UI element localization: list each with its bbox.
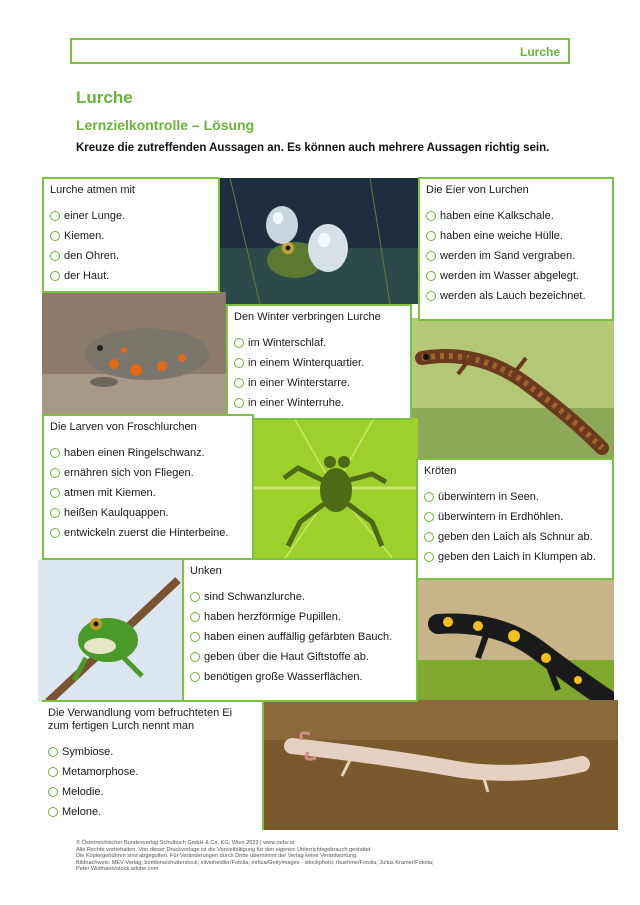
checkbox-circle-icon[interactable]: [424, 552, 434, 562]
answer-option[interactable]: in einer Winterruhe.: [234, 393, 404, 413]
newt-photo: [392, 318, 614, 458]
checkbox-circle-icon[interactable]: [234, 358, 244, 368]
question-title: Unken: [190, 565, 222, 577]
checkbox-circle-icon[interactable]: [50, 468, 60, 478]
checkbox-circle-icon[interactable]: [190, 632, 200, 642]
question-title: Die Verwandlung vom befruchteten Ei zum fertigen Lurch nennt man: [48, 707, 233, 732]
checkbox-circle-icon[interactable]: [50, 448, 60, 458]
checkbox-circle-icon[interactable]: [190, 652, 200, 662]
answer-option[interactable]: den Ohren.: [50, 246, 212, 266]
frog-silhouette-on-leaf-photo: [254, 418, 418, 560]
fire-salamander-photo: [418, 580, 614, 720]
checkbox-circle-icon[interactable]: [50, 508, 60, 518]
answer-option[interactable]: haben einen auffällig gefärbten Bauch.: [190, 627, 410, 647]
answer-option[interactable]: geben über die Haut Giftstoffe ab.: [190, 647, 410, 667]
answer-option[interactable]: geben den Laich als Schnur ab.: [424, 527, 606, 547]
footer-credits: [76, 840, 606, 873]
question-title: Den Winter verbringen Lurche: [234, 311, 381, 323]
answer-option[interactable]: heißen Kaulquappen.: [50, 503, 246, 523]
question-metamorphosis: [42, 700, 264, 830]
tree-frog-photo: [38, 560, 183, 702]
answer-option[interactable]: werden im Wasser abgelegt.: [426, 266, 606, 286]
instruction-text: Kreuze die zutreffenden Aussagen an. Es können auch mehrere Aussagen richtig sein.: [76, 142, 550, 154]
checkbox-circle-icon[interactable]: [50, 211, 60, 221]
question-larvae: [42, 414, 254, 560]
question-breathing: [42, 177, 220, 293]
checkbox-circle-icon[interactable]: [426, 211, 436, 221]
answer-option[interactable]: in einem Winterquartier.: [234, 353, 404, 373]
answer-option[interactable]: überwintern in Erdhöhlen.: [424, 507, 606, 527]
answer-option[interactable]: ernähren sich von Fliegen.: [50, 463, 246, 483]
question-title: Lurche atmen mit: [50, 184, 135, 196]
checkbox-circle-icon[interactable]: [190, 612, 200, 622]
checkbox-circle-icon[interactable]: [50, 488, 60, 498]
answer-option[interactable]: geben den Laich in Klumpen ab.: [424, 547, 606, 567]
answer-option[interactable]: entwickeln zuerst die Hinterbeine.: [50, 523, 246, 543]
checkbox-circle-icon[interactable]: [234, 378, 244, 388]
question-winter: [226, 304, 412, 420]
header-label: Lurche: [519, 45, 560, 59]
question-eggs: [418, 177, 614, 321]
page-subtitle: Lernzielkontrolle – Lösung: [76, 117, 255, 133]
answer-option[interactable]: Kiemen.: [50, 226, 212, 246]
footer-line: Bildnachweis: MEV-Verlag; bombina/shutterstock; silvioheidler/Fotolia; mrfiza/Gettyimages - istockphoto; rbuehme/Fotolia; Julius Kramer/Fotolia;: [76, 859, 434, 866]
checkbox-circle-icon[interactable]: [48, 807, 58, 817]
answer-option[interactable]: haben herzförmige Pupillen.: [190, 607, 410, 627]
answer-option[interactable]: der Haut.: [50, 266, 212, 286]
answer-option[interactable]: haben eine Kalkschale.: [426, 206, 606, 226]
footer-line: Die Kopiergebühren sind abgegolten. Für Veränderungen durch Dritte übernimmt der Verlag keine Verantwortung.: [76, 853, 358, 860]
checkbox-circle-icon[interactable]: [234, 338, 244, 348]
olm-photo: [262, 700, 618, 830]
checkbox-circle-icon[interactable]: [424, 492, 434, 502]
question-toads: [416, 458, 614, 580]
checkbox-circle-icon[interactable]: [48, 787, 58, 797]
answer-option[interactable]: benötigen große Wasserflächen.: [190, 667, 410, 687]
answer-option[interactable]: in einer Winterstarre.: [234, 373, 404, 393]
answer-option[interactable]: haben einen Ringelschwanz.: [50, 443, 246, 463]
checkbox-circle-icon[interactable]: [48, 767, 58, 777]
frog-vocal-sacs-photo: [220, 178, 418, 304]
answer-option[interactable]: Symbiose.: [48, 742, 256, 762]
checkbox-circle-icon[interactable]: [424, 532, 434, 542]
page-title: Lurche: [76, 88, 133, 107]
checkbox-circle-icon[interactable]: [190, 592, 200, 602]
answer-option[interactable]: atmen mit Kiemen.: [50, 483, 246, 503]
checkbox-circle-icon[interactable]: [426, 291, 436, 301]
question-fire-bellied-toads: [182, 558, 418, 702]
checkbox-circle-icon[interactable]: [424, 512, 434, 522]
answer-option[interactable]: sind Schwanzlurche.: [190, 587, 410, 607]
question-title: Die Eier von Lurchen: [426, 184, 529, 196]
checkbox-circle-icon[interactable]: [234, 398, 244, 408]
fire-bellied-toad-photo: [42, 292, 226, 414]
checkbox-circle-icon[interactable]: [426, 271, 436, 281]
answer-option[interactable]: Metamorphose.: [48, 762, 256, 782]
footer-line: © Österreichischer Bundesverlag Schulbuch GmbH & Co. KG, Wien 2023 | www.oebv.at: [76, 840, 295, 846]
answer-option[interactable]: werden im Sand vergraben.: [426, 246, 606, 266]
answer-option[interactable]: einer Lunge.: [50, 206, 212, 226]
question-title: Die Larven von Froschlurchen: [50, 421, 197, 433]
answer-option[interactable]: überwintern in Seen.: [424, 487, 606, 507]
footer-line: Peter Widmann/stock.adobe.com: [76, 866, 159, 873]
header-box: [70, 38, 570, 64]
answer-option[interactable]: Melodie.: [48, 782, 256, 802]
checkbox-circle-icon[interactable]: [426, 231, 436, 241]
checkbox-circle-icon[interactable]: [50, 231, 60, 241]
answer-option[interactable]: Melone.: [48, 802, 256, 822]
question-title: Kröten: [424, 465, 457, 477]
checkbox-circle-icon[interactable]: [48, 747, 58, 757]
answer-option[interactable]: werden als Lauch bezeichnet.: [426, 286, 606, 306]
checkbox-circle-icon[interactable]: [50, 528, 60, 538]
checkbox-circle-icon[interactable]: [190, 672, 200, 682]
answer-option[interactable]: haben eine weiche Hülle.: [426, 226, 606, 246]
checkbox-circle-icon[interactable]: [50, 271, 60, 281]
checkbox-circle-icon[interactable]: [426, 251, 436, 261]
checkbox-circle-icon[interactable]: [50, 251, 60, 261]
answer-option[interactable]: im Winterschlaf.: [234, 333, 404, 353]
footer-line: Alle Rechte vorbehalten. Von dieser Druckvorlage ist die Vervielfältigung für den eigenen Unterrichtsgebrauch gestattet.: [76, 846, 373, 853]
